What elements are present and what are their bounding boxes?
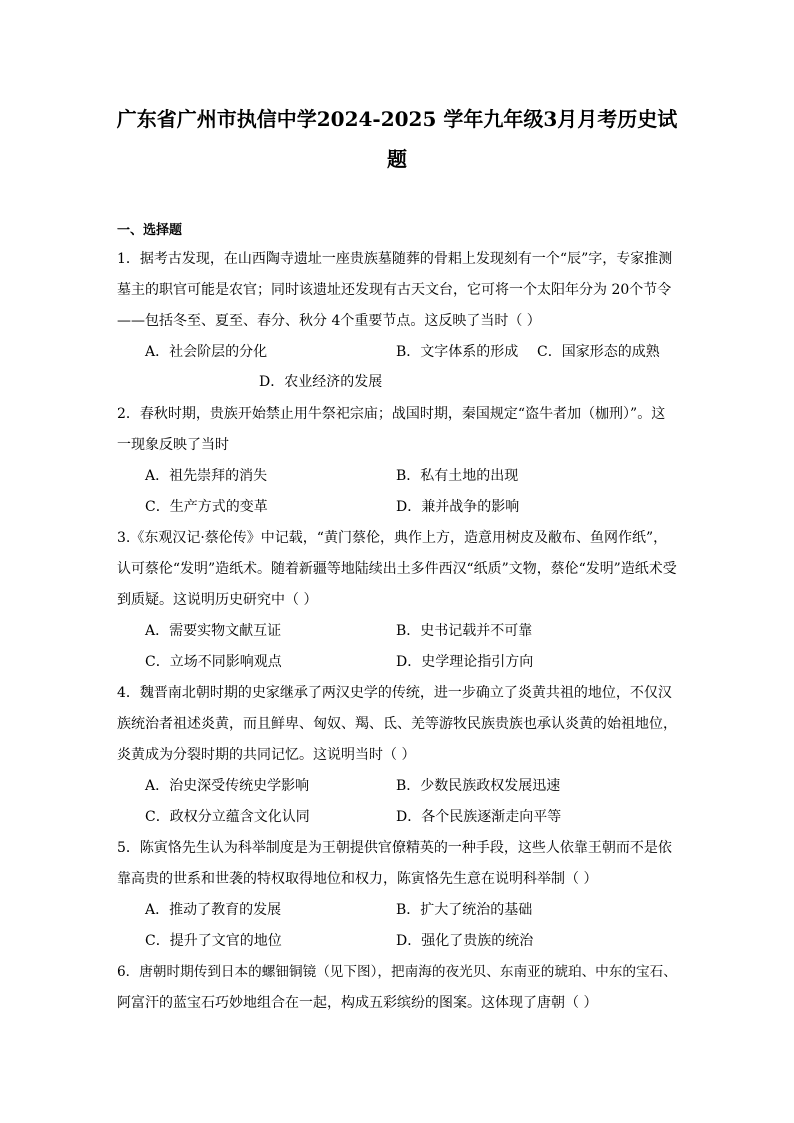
question-3-option-d: D．史学理论指引方向 bbox=[396, 654, 534, 670]
question-5-line-2: 靠高贵的世系和世袭的特权取得地位和权力，陈寅恪先生意在说明科举制（ ） bbox=[117, 871, 598, 887]
question-2-line-2: 一现象反映了当时 bbox=[117, 437, 229, 453]
question-5-option-c: C．提升了文官的地位 bbox=[145, 933, 282, 949]
question-3-option-c: C．立场不同影响观点 bbox=[145, 654, 282, 670]
question-2-option-b: B．私有土地的出现 bbox=[396, 468, 519, 484]
question-3-line-1: 3.《东观汉记·蔡伦传》中记载，“黄门蔡伦，典作上方，造意用树皮及敝布、鱼网作纸”， bbox=[117, 530, 668, 546]
question-1-option-a: A．社会阶层的分化 bbox=[145, 344, 268, 360]
question-1-option-d: D．农业经济的发展 bbox=[259, 374, 383, 390]
question-4-option-a: A．治史深受传统史学影响 bbox=[145, 778, 310, 794]
question-1-line-2: 墓主的职官可能是农官；同时该遗址还发现有古天文台，它可将一个太阳年分为 20个节令 bbox=[117, 282, 672, 298]
question-3-option-a: A．需要实物文献互证 bbox=[145, 623, 282, 639]
question-2-option-d: D．兼并战争的影响 bbox=[396, 499, 520, 515]
question-1-option-c: C．国家形态的成熟 bbox=[537, 344, 660, 360]
question-5-option-d: D．强化了贵族的统治 bbox=[396, 933, 534, 949]
question-4-line-2: 族统治者祖述炎黄，而且鲜卑、匈奴、羯、氐、羌等游牧民族贵族也承认炎黄的始祖地位， bbox=[117, 716, 677, 732]
question-1-option-b: B．文字体系的形成 bbox=[396, 344, 519, 360]
question-2-option-a: A．祖先崇拜的消失 bbox=[145, 468, 268, 484]
question-6-line-1: 6．唐朝时期传到日本的螺钿铜镜（见下图），把南海的夜光贝、东南亚的琥珀、中东的宝石、 bbox=[117, 964, 677, 980]
question-4-line-3: 炎黄成为分裂时期的共同记忆。这说明当时（ ） bbox=[117, 747, 416, 763]
question-1-line-1: 1．据考古发现，在山西陶寺遗址一座贵族墓随葬的骨耜上发现刻有一个“辰”字，专家推测 bbox=[117, 251, 673, 267]
question-5-option-a: A．推动了教育的发展 bbox=[145, 902, 282, 918]
question-4-option-d: D．各个民族逐渐走向平等 bbox=[396, 809, 562, 825]
exam-title-line2: 题 bbox=[387, 147, 407, 171]
question-5-option-b: B．扩大了统治的基础 bbox=[396, 902, 533, 918]
question-3-line-3: 到质疑。这说明历史研究中（ ） bbox=[117, 592, 318, 608]
question-5-line-1: 5．陈寅恪先生认为科举制度是为王朝提供官僚精英的一种手段，这些人依靠王朝而不是依 bbox=[117, 840, 672, 856]
question-2-option-c: C．生产方式的变革 bbox=[145, 499, 268, 515]
question-4-option-c: C．政权分立蕴含文化认同 bbox=[145, 809, 310, 825]
question-3-line-2: 认可蔡伦“发明”造纸术。随着新疆等地陆续出土多件西汉“纸质”文物，蔡伦“发明”造纸术受 bbox=[117, 561, 677, 577]
question-3-option-b: B．史书记载并不可靠 bbox=[396, 623, 533, 639]
question-6-line-2: 阿富汗的蓝宝石巧妙地组合在一起，构成五彩缤纷的图案。这体现了唐朝（ ） bbox=[117, 995, 598, 1011]
section-heading: 一、选择题 bbox=[117, 223, 183, 238]
question-2-line-1: 2．春秋时期，贵族开始禁止用牛祭祀宗庙；战国时期，秦国规定“盗牛者加（枷刑）”。这 bbox=[117, 406, 666, 422]
question-1-line-3: ——包括冬至、夏至、春分、秋分 4个重要节点。这反映了当时（ ） bbox=[117, 313, 541, 329]
question-4-line-1: 4．魏晋南北朝时期的史家继承了两汉史学的传统，进一步确立了炎黄共祖的地位，不仅汉 bbox=[117, 685, 672, 701]
exam-title-line1: 广东省广州市执信中学2024-2025 学年九年级3月月考历史试 bbox=[116, 107, 678, 131]
question-4-option-b: B．少数民族政权发展迅速 bbox=[396, 778, 561, 794]
